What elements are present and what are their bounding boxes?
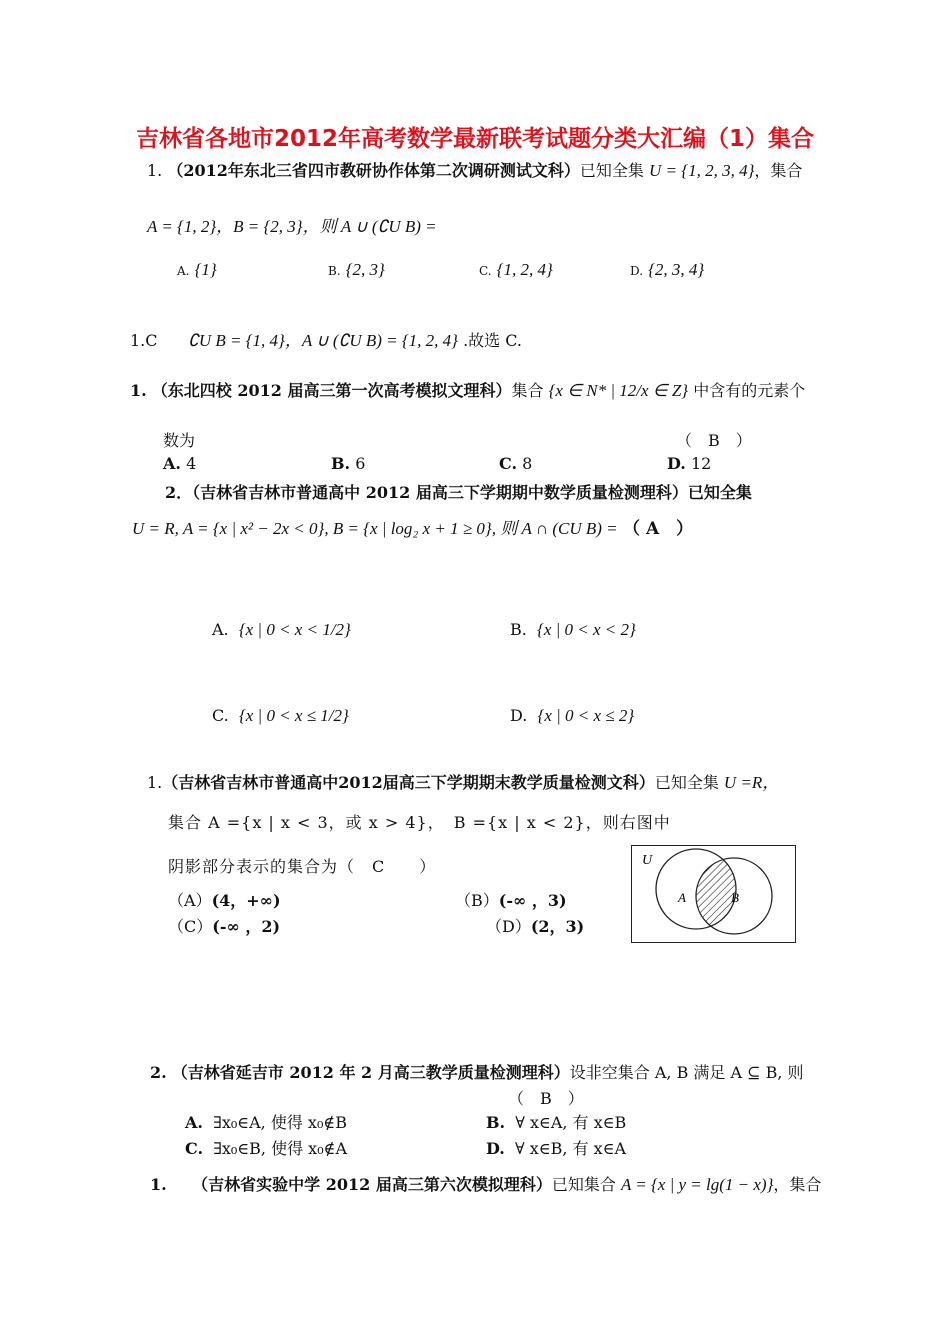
- venn-label-u: U: [642, 853, 653, 868]
- question-stem: 已知全集: [579, 161, 644, 180]
- option-a: A. ∃x₀∈A, 使得 x₀∉B: [185, 1113, 347, 1132]
- option-c: （C）(-∞ ，2): [168, 917, 281, 936]
- question-source: （吉林省实验中学 2012 届高三第六次模拟理科）: [192, 1175, 552, 1194]
- answer-mark: （ A ）: [623, 519, 694, 539]
- question-2-header: 1. （东北四校 2012 届高三第一次高考模拟文理科）集合 {x ∈ N* | 12/x ∈ Z} 中含有的元素个: [130, 381, 806, 400]
- question-3-header: 2．（吉林省吉林市普通高中 2012 届高三下学期期中数学质量检测理科）已知全集: [165, 483, 752, 502]
- question-stem: 集合 A ={x | x < 3，或 x > 4}， B ={x | x < 2}，则右图中: [168, 813, 671, 832]
- question-number: 1.: [147, 161, 163, 180]
- math-expression: U = R, A = {x | x² − 2x < 0}, B = {x | log₂ x + 1 ≥ 0}, 则 A ∩ (CU B) =: [132, 519, 618, 538]
- option-d: D. {x | 0 < x ≤ 2}: [510, 706, 635, 725]
- option-a: A. 4: [163, 454, 197, 473]
- answer-mark: （ B ）: [508, 1089, 584, 1108]
- page-title: 吉林省各地市2012年高考数学最新联考试题分类大汇编（1）集合: [135, 126, 815, 152]
- question-6-header: 1. （吉林省实验中学 2012 届高三第六次模拟理科）已知集合 A = {x | y = lg(1 − x)}，集合: [150, 1175, 822, 1194]
- math-expression: A = {x | y = lg(1 − x)}: [620, 1175, 774, 1194]
- option-b: B. 6: [331, 454, 366, 473]
- venn-label-b: B: [731, 890, 739, 905]
- question-stem: ，集合: [754, 161, 803, 180]
- option-c: C. {x | 0 < x ≤ 1/2}: [212, 706, 349, 725]
- question-source: （吉林省延吉市 2012 年 2 月高三教学质量检测理科）: [171, 1063, 570, 1082]
- option-c: C. 8: [499, 454, 533, 473]
- option-b: B. ∀ x∈A, 有 x∈B: [486, 1113, 627, 1132]
- option-d: D. ∀ x∈B, 有 x∈A: [486, 1139, 627, 1158]
- answer-explanation: 1.C ∁U B = {1, 4}，A ∪ (∁U B) = {1, 2, 4} .故选 C.: [130, 331, 522, 350]
- question-stem: 阴影部分表示的集合为（ C ）: [168, 857, 437, 876]
- option-b: B. {x | 0 < x < 2}: [510, 620, 636, 639]
- venn-svg: [632, 846, 795, 942]
- option-b: （B）(-∞ ，3): [455, 891, 567, 910]
- question-5-header: 2. （吉林省延吉市 2012 年 2 月高三教学质量检测理科）设非空集合 A, B 满足 A ⊆ B, 则: [150, 1063, 804, 1082]
- question-stem: 数为: [163, 431, 196, 450]
- math-expression: U = {1, 2, 3, 4}: [649, 161, 755, 180]
- question-source: （吉林省吉林市普通高中 2012 届高三下学期期中数学质量检测理科）已知全集: [192, 483, 752, 502]
- math-expression: A = {1, 2}，B = {2, 3}，则 A ∪ (∁U B) =: [147, 217, 437, 236]
- option-a: A. {x | 0 < x < 1/2}: [212, 620, 351, 639]
- option-d: D. {2, 3, 4}: [630, 260, 705, 279]
- question-source: （吉林省吉林市普通高中2012届高三下学期期末教学质量检测文科）: [162, 773, 655, 792]
- option-d: D. 12: [667, 454, 712, 473]
- option-d: （D）(2，3): [486, 917, 585, 936]
- venn-label-a: A: [678, 890, 686, 905]
- question-stem: [132, 514, 693, 539]
- question-1-header: [147, 158, 802, 181]
- venn-diagram: [631, 845, 796, 943]
- option-b: B. {2, 3}: [328, 260, 385, 279]
- option-a: A. {1}: [177, 260, 217, 279]
- math-expression: {x ∈ N* | 12/x ∈ Z}: [548, 381, 689, 400]
- option-c: C. ∃x₀∈B, 使得 x₀∉A: [185, 1139, 348, 1158]
- question-4-header: 1.（吉林省吉林市普通高中2012届高三下学期期末教学质量检测文科）已知全集 U =R，: [147, 773, 780, 792]
- math-expression: U =R，: [723, 773, 780, 792]
- option-a: （A）(4，+∞): [168, 891, 281, 910]
- question-source: （东北四校 2012 届高三第一次高考模拟文理科）: [151, 381, 512, 400]
- question-source: （2012年东北三省四市教研协作体第二次调研测试文科）: [167, 161, 580, 180]
- option-c: C. {1, 2, 4}: [479, 260, 553, 279]
- answer-mark: （ B ）: [676, 431, 752, 450]
